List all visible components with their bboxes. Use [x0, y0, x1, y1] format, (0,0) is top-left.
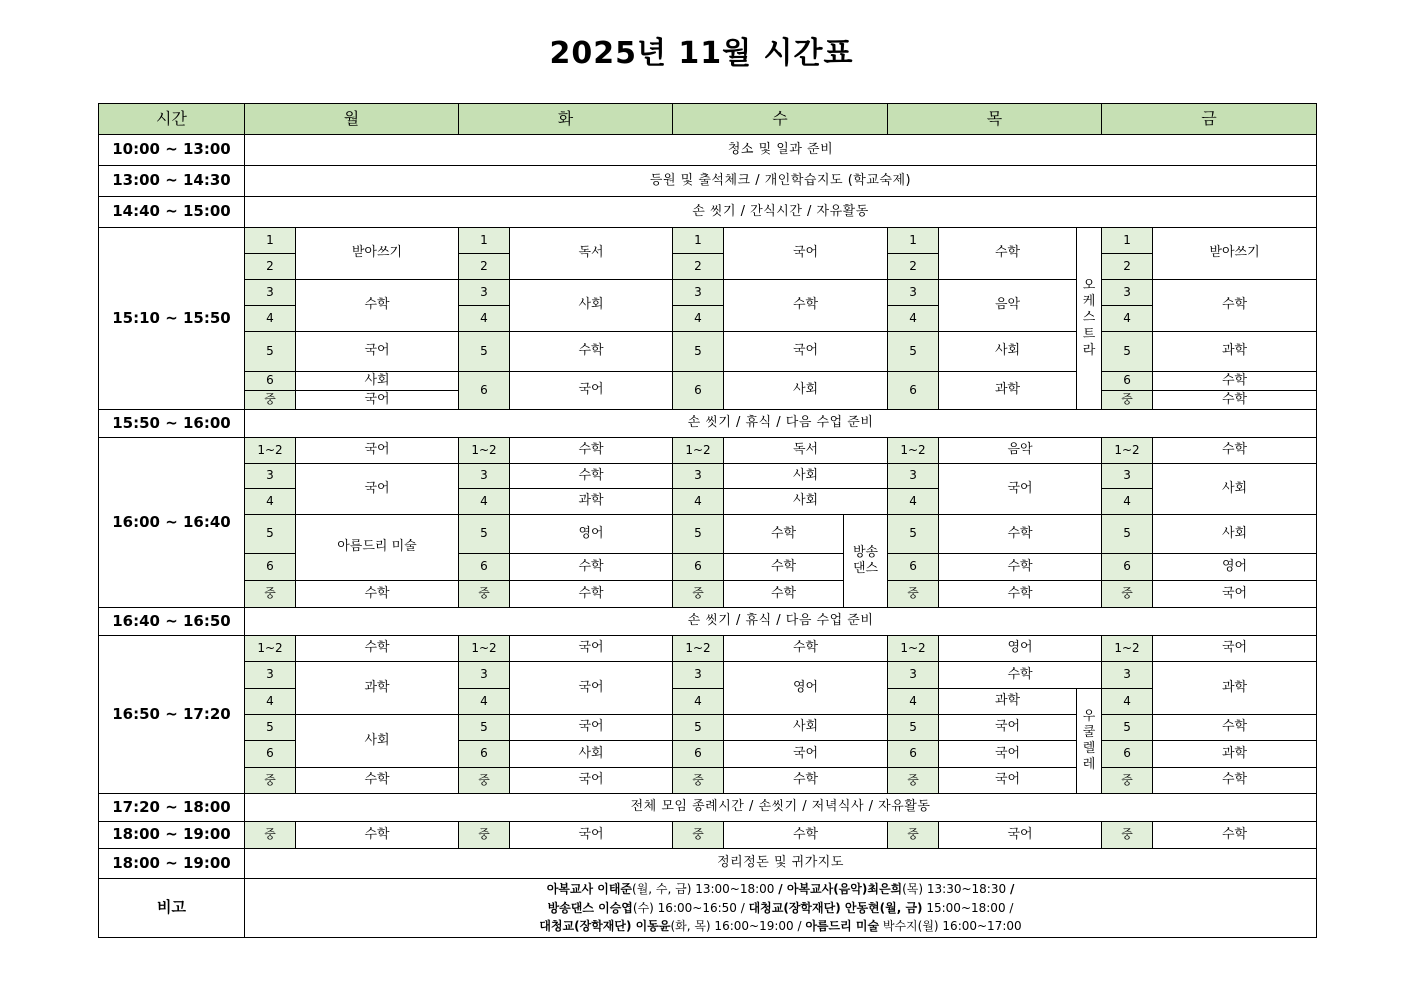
note-text: (화, 목) 16:00~19:00 /	[670, 919, 806, 934]
period-number: 6	[1102, 554, 1153, 581]
subject-cell: 영어	[1153, 554, 1317, 581]
subject-cell: 사회	[296, 715, 459, 768]
period-number: 5	[459, 515, 510, 554]
period-number: 4	[1102, 689, 1153, 715]
period-number: 3	[673, 464, 724, 489]
orchestra-cell: 오 케 스 트 라	[1077, 228, 1102, 410]
subject-cell: 과학	[1153, 662, 1317, 715]
period-number: 4	[888, 306, 939, 332]
period-number: 3	[888, 464, 939, 489]
subject-cell: 과학	[939, 372, 1077, 410]
subject-cell: 과학	[1153, 332, 1317, 372]
subject-cell: 사회	[724, 715, 888, 741]
subject-cell: 수학	[510, 464, 673, 489]
period-number: 5	[1102, 332, 1153, 372]
activity-cell: 손 씻기 / 휴식 / 다음 수업 준비	[245, 410, 1317, 438]
period-number: 6	[1102, 741, 1153, 768]
period-number: 1~2	[245, 438, 296, 464]
period-number: 중	[459, 581, 510, 608]
period-number: 3	[888, 280, 939, 306]
period-number: 4	[888, 489, 939, 515]
period-number: 4	[459, 489, 510, 515]
table-row	[99, 822, 1317, 849]
subject-cell: 사회	[724, 464, 888, 489]
period-number: 4	[888, 689, 939, 715]
note-text-bold: 대청교(장학재단) 이동윤	[539, 919, 671, 934]
subject-cell: 국어	[296, 464, 459, 515]
table-row	[99, 306, 1317, 332]
period-number: 6	[888, 741, 939, 768]
subject-cell: 사회	[724, 372, 888, 410]
period-number: 3	[1102, 464, 1153, 489]
notes-label: 비고	[99, 879, 245, 938]
period-number: 중	[888, 768, 939, 794]
table-row	[99, 254, 1317, 280]
subject-cell: 수학	[1153, 280, 1317, 332]
period-number: 중	[459, 768, 510, 794]
table-row	[99, 489, 1317, 515]
period-number: 6	[245, 372, 296, 391]
activity-cell: 전체 모임 종례시간 / 손씻기 / 저녁식사 / 자유활동	[245, 794, 1317, 822]
table-row	[99, 636, 1317, 662]
period-number: 중	[1102, 768, 1153, 794]
subject-cell: 수학	[939, 228, 1077, 280]
subject-cell: 국어	[939, 822, 1102, 849]
period-number: 5	[245, 332, 296, 372]
subject-cell: 수학	[724, 636, 888, 662]
subject-cell: 사회	[1153, 464, 1317, 515]
subject-cell: 국어	[1153, 581, 1317, 608]
table-row	[99, 741, 1317, 768]
note-line-1	[245, 880, 1316, 899]
period-number: 3	[673, 662, 724, 689]
notes-row	[99, 879, 1317, 938]
time-cell: 16:00 ~ 16:40	[99, 438, 245, 608]
period-number: 6	[673, 372, 724, 410]
header-time: 시간	[99, 104, 245, 135]
subject-cell: 국어	[939, 768, 1077, 794]
note-text-bold: /	[1009, 882, 1015, 897]
table-row	[99, 581, 1317, 608]
time-cell: 15:10 ~ 15:50	[99, 228, 245, 410]
subject-cell: 아름드리 미술	[296, 515, 459, 581]
period-number: 4	[459, 689, 510, 715]
subject-cell: 수학	[1153, 391, 1317, 410]
period-number: 4	[673, 689, 724, 715]
note-text: 15:00~18:00 /	[922, 900, 1014, 915]
period-number: 중	[888, 822, 939, 849]
subject-cell: 수학	[724, 554, 844, 581]
table-row	[99, 438, 1317, 464]
period-number: 5	[673, 715, 724, 741]
subject-cell: 과학	[939, 689, 1077, 715]
notes-cell	[245, 879, 1317, 938]
period-number: 6	[245, 554, 296, 581]
period-number: 4	[1102, 489, 1153, 515]
time-cell: 16:40 ~ 16:50	[99, 608, 245, 636]
period-number: 1	[888, 228, 939, 254]
period-number: 3	[459, 662, 510, 689]
period-number: 1	[245, 228, 296, 254]
subject-cell: 국어	[724, 741, 888, 768]
table-row	[99, 608, 1317, 636]
subject-cell: 수학	[296, 280, 459, 332]
table-row	[99, 515, 1317, 554]
subject-cell: 국어	[296, 332, 459, 372]
subject-cell: 사회	[939, 332, 1077, 372]
period-number: 2	[459, 254, 510, 280]
header-row	[99, 104, 1317, 135]
period-number: 4	[673, 306, 724, 332]
subject-cell: 수학	[510, 581, 673, 608]
period-number: 4	[459, 306, 510, 332]
subject-cell: 국어	[296, 438, 459, 464]
time-cell: 17:20 ~ 18:00	[99, 794, 245, 822]
subject-cell: 국어	[939, 464, 1102, 515]
period-number: 6	[459, 741, 510, 768]
period-number: 4	[245, 689, 296, 715]
table-row	[99, 849, 1317, 879]
period-number: 1~2	[459, 636, 510, 662]
header-day-wed: 수	[673, 104, 888, 135]
period-number: 중	[888, 581, 939, 608]
period-number: 4	[673, 489, 724, 515]
table-row	[99, 715, 1317, 741]
period-number: 6	[459, 372, 510, 410]
subject-cell: 수학	[510, 554, 673, 581]
subject-cell: 과학	[296, 662, 459, 715]
period-number: 3	[459, 464, 510, 489]
period-number: 2	[1102, 254, 1153, 280]
period-number: 3	[1102, 662, 1153, 689]
period-number: 중	[673, 768, 724, 794]
time-cell: 15:50 ~ 16:00	[99, 410, 245, 438]
note-text: (목) 13:30~18:30	[902, 882, 1010, 897]
header-day-fri: 금	[1102, 104, 1317, 135]
period-number: 5	[888, 332, 939, 372]
time-cell: 18:00 ~ 19:00	[99, 849, 245, 879]
time-cell: 13:00 ~ 14:30	[99, 166, 245, 197]
note-text-bold: 아름드리 미술	[805, 919, 880, 934]
table-row	[99, 689, 1317, 715]
period-number: 6	[888, 372, 939, 410]
period-number: 3	[245, 280, 296, 306]
table-row	[99, 197, 1317, 228]
period-number: 중	[459, 822, 510, 849]
subject-cell: 수학	[296, 581, 459, 608]
subject-cell: 사회	[1153, 515, 1317, 554]
period-number: 3	[888, 662, 939, 689]
subject-cell: 수학	[1153, 715, 1317, 741]
period-number: 5	[459, 715, 510, 741]
subject-cell: 수학	[296, 636, 459, 662]
activity-cell: 정리정돈 및 귀가지도	[245, 849, 1317, 879]
period-number: 5	[1102, 515, 1153, 554]
subject-cell: 과학	[510, 489, 673, 515]
subject-cell: 국어	[510, 768, 673, 794]
period-number: 5	[888, 715, 939, 741]
subject-cell: 영어	[939, 636, 1102, 662]
period-number: 4	[245, 489, 296, 515]
note-text: 박수지(월) 16:00~17:00	[879, 919, 1022, 934]
table-row	[99, 410, 1317, 438]
period-number: 6	[673, 741, 724, 768]
period-number: 5	[888, 515, 939, 554]
subject-cell: 음악	[939, 280, 1077, 332]
time-cell: 16:50 ~ 17:20	[99, 636, 245, 794]
subject-cell: 영어	[510, 515, 673, 554]
period-number: 중	[673, 581, 724, 608]
period-number: 1~2	[245, 636, 296, 662]
subject-cell: 수학	[1153, 822, 1317, 849]
period-number: 중	[245, 822, 296, 849]
period-number: 3	[245, 464, 296, 489]
period-number: 중	[1102, 822, 1153, 849]
subject-cell: 수학	[1153, 372, 1317, 391]
header-day-mon: 월	[245, 104, 459, 135]
period-number: 1~2	[673, 636, 724, 662]
period-number: 5	[1102, 715, 1153, 741]
subject-cell: 수학	[939, 554, 1102, 581]
header-day-thu: 목	[888, 104, 1102, 135]
period-number: 5	[673, 332, 724, 372]
period-number: 2	[888, 254, 939, 280]
period-number: 중	[245, 391, 296, 410]
period-number: 4	[1102, 306, 1153, 332]
page-title: 2025년 11월 시간표	[549, 36, 854, 71]
subject-cell: 영어	[724, 662, 888, 715]
subject-cell: 수학	[296, 768, 459, 794]
note-text-bold: 대청교(장학재단) 안동현(월, 금)	[748, 900, 923, 915]
period-number: 2	[673, 254, 724, 280]
subject-cell: 수학	[939, 581, 1102, 608]
period-number: 중	[245, 768, 296, 794]
period-number: 6	[245, 741, 296, 768]
subject-cell: 수학	[939, 662, 1102, 689]
note-line-2	[245, 899, 1316, 918]
table-row	[99, 228, 1317, 254]
table-row	[99, 166, 1317, 197]
table-row	[99, 768, 1317, 794]
subject-cell: 받아쓰기	[1153, 228, 1317, 280]
subject-cell: 수학	[1153, 438, 1317, 464]
period-number: 1	[459, 228, 510, 254]
subject-cell: 받아쓰기	[296, 228, 459, 280]
subject-cell: 국어	[510, 662, 673, 715]
subject-cell: 사회	[724, 489, 888, 515]
period-number: 5	[459, 332, 510, 372]
period-number: 1~2	[888, 636, 939, 662]
table-row	[99, 464, 1317, 489]
activity-cell: 손 씻기 / 휴식 / 다음 수업 준비	[245, 608, 1317, 636]
subject-cell: 독서	[724, 438, 888, 464]
subject-cell: 국어	[510, 822, 673, 849]
period-number: 1~2	[673, 438, 724, 464]
time-cell: 10:00 ~ 13:00	[99, 135, 245, 166]
table-row	[99, 372, 1317, 391]
period-number: 6	[673, 554, 724, 581]
period-number: 중	[1102, 391, 1153, 410]
period-number: 1	[1102, 228, 1153, 254]
period-number: 1~2	[888, 438, 939, 464]
period-number: 3	[245, 662, 296, 689]
subject-cell: 국어	[510, 372, 673, 410]
period-number: 6	[888, 554, 939, 581]
subject-cell: 과학	[1153, 741, 1317, 768]
period-number: 6	[1102, 372, 1153, 391]
subject-cell: 음악	[939, 438, 1102, 464]
period-number: 1~2	[1102, 636, 1153, 662]
period-number: 4	[245, 306, 296, 332]
subject-cell: 수학	[724, 822, 888, 849]
subject-cell: 수학	[724, 768, 888, 794]
subject-cell: 수학	[724, 581, 844, 608]
subject-cell: 수학	[510, 438, 673, 464]
period-number: 1~2	[1102, 438, 1153, 464]
subject-cell: 사회	[510, 280, 673, 332]
subject-cell: 국어	[1153, 636, 1317, 662]
period-number: 중	[673, 822, 724, 849]
period-number: 3	[1102, 280, 1153, 306]
period-number: 중	[245, 581, 296, 608]
subject-cell: 국어	[724, 332, 888, 372]
period-number: 중	[1102, 581, 1153, 608]
period-number: 3	[459, 280, 510, 306]
period-number: 1	[673, 228, 724, 254]
table-row	[99, 280, 1317, 306]
subject-cell: 수학	[1153, 768, 1317, 794]
subject-cell: 수학	[296, 822, 459, 849]
subject-cell: 사회	[510, 741, 673, 768]
ukulele-cell: 우 쿨 렐 레	[1077, 689, 1102, 794]
period-number: 2	[245, 254, 296, 280]
table-row	[99, 135, 1317, 166]
subject-cell: 국어	[510, 715, 673, 741]
subject-cell: 국어	[510, 636, 673, 662]
table-row	[99, 554, 1317, 581]
activity-cell: 청소 및 일과 준비	[245, 135, 1317, 166]
subject-cell: 수학	[724, 515, 844, 554]
subject-cell: 수학	[939, 515, 1102, 554]
subject-cell: 국어	[296, 391, 459, 410]
activity-cell: 등원 및 출석체크 / 개인학습지도 (학교숙제)	[245, 166, 1317, 197]
period-number: 3	[673, 280, 724, 306]
activity-cell: 손 씻기 / 간식시간 / 자유활동	[245, 197, 1317, 228]
header-day-tue: 화	[459, 104, 673, 135]
subject-cell: 국어	[724, 228, 888, 280]
subject-cell: 사회	[296, 372, 459, 391]
broadcast-dance-cell: 방송 댄스	[844, 515, 888, 608]
table-row	[99, 662, 1317, 689]
note-text: (수) 16:00~16:50 /	[632, 900, 749, 915]
note-line-3	[245, 917, 1316, 936]
note-text-bold: 방송댄스 이승엽	[547, 900, 633, 915]
subject-cell: 독서	[510, 228, 673, 280]
subject-cell: 수학	[724, 280, 888, 332]
period-number: 5	[673, 515, 724, 554]
period-number: 5	[245, 515, 296, 554]
period-number: 1~2	[459, 438, 510, 464]
table-row	[99, 332, 1317, 372]
period-number: 6	[459, 554, 510, 581]
subject-cell: 국어	[939, 715, 1077, 741]
note-text-bold: / 아복교사(음악)최은희	[778, 882, 903, 897]
timetable	[98, 103, 1317, 938]
table-row	[99, 794, 1317, 822]
period-number: 5	[245, 715, 296, 741]
subject-cell: 수학	[510, 332, 673, 372]
time-cell: 18:00 ~ 19:00	[99, 822, 245, 849]
note-text: (월, 수, 금) 13:00~18:00	[632, 882, 779, 897]
subject-cell: 국어	[939, 741, 1077, 768]
note-text-bold: 아복교사 이태준	[546, 882, 633, 897]
time-cell: 14:40 ~ 15:00	[99, 197, 245, 228]
